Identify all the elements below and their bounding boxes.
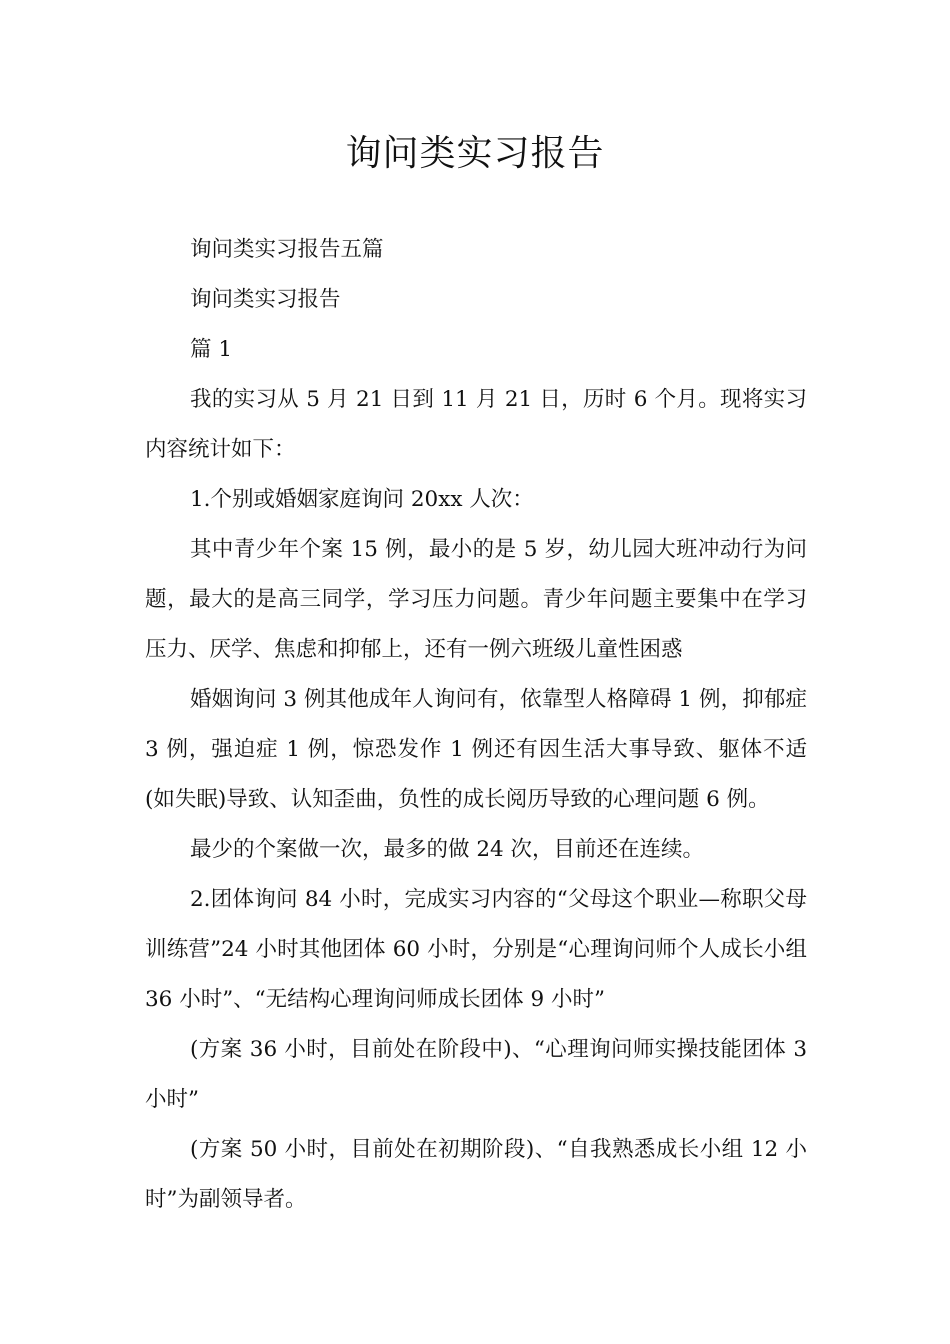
paragraph: (方案 36 小时，目前处在阶段中)、“心理询问师实操技能团体 3 小时” [145, 1037, 807, 1112]
paragraph-section-label: 篇 1 [190, 337, 233, 362]
paragraph: 2.团体询问 84 小时，完成实习内容的“父母这个职业—称职父母训练营”24 小时其他团体 60 小时，分别是“心理询问师个人成长小组 36 小时”、“无结构心理询问师成长团体 9 小时” [145, 887, 807, 1012]
paragraph: 1.个别或婚姻家庭询问 20xx 人次： [190, 487, 534, 512]
paragraph-subtitle: 询问类实习报告五篇 [190, 237, 384, 262]
document-body [145, 225, 807, 1225]
paragraph: 婚姻询问 3 例其他成年人询问有，依靠型人格障碍 1 例，抑郁症 3 例，强迫症 1 例，惊恐发作 1 例还有因生活大事导致、躯体不适(如失眠)导致、认知歪曲，负性的成长阅历导致的心理问题 6 例。 [145, 687, 807, 812]
paragraph-heading: 询问类实习报告 [190, 287, 341, 312]
paragraph: 其中青少年个案 15 例，最小的是 5 岁，幼儿园大班冲动行为问题，最大的是高三同学，学习压力问题。青少年问题主要集中在学习压力、厌学、焦虑和抑郁上，还有一例六班级儿童性困惑 [145, 537, 807, 662]
paragraph: (方案 50 小时，目前处在初期阶段)、“自我熟悉成长小组 12 小时”为副领导者。 [145, 1137, 807, 1212]
document-title: 询问类实习报告 [345, 133, 605, 174]
paragraph: 我的实习从 5 月 21 日到 11 月 21 日，历时 6 个月。现将实习内容统计如下： [145, 387, 807, 462]
paragraph: 最少的个案做一次，最多的做 24 次，目前还在连续。 [190, 837, 705, 862]
